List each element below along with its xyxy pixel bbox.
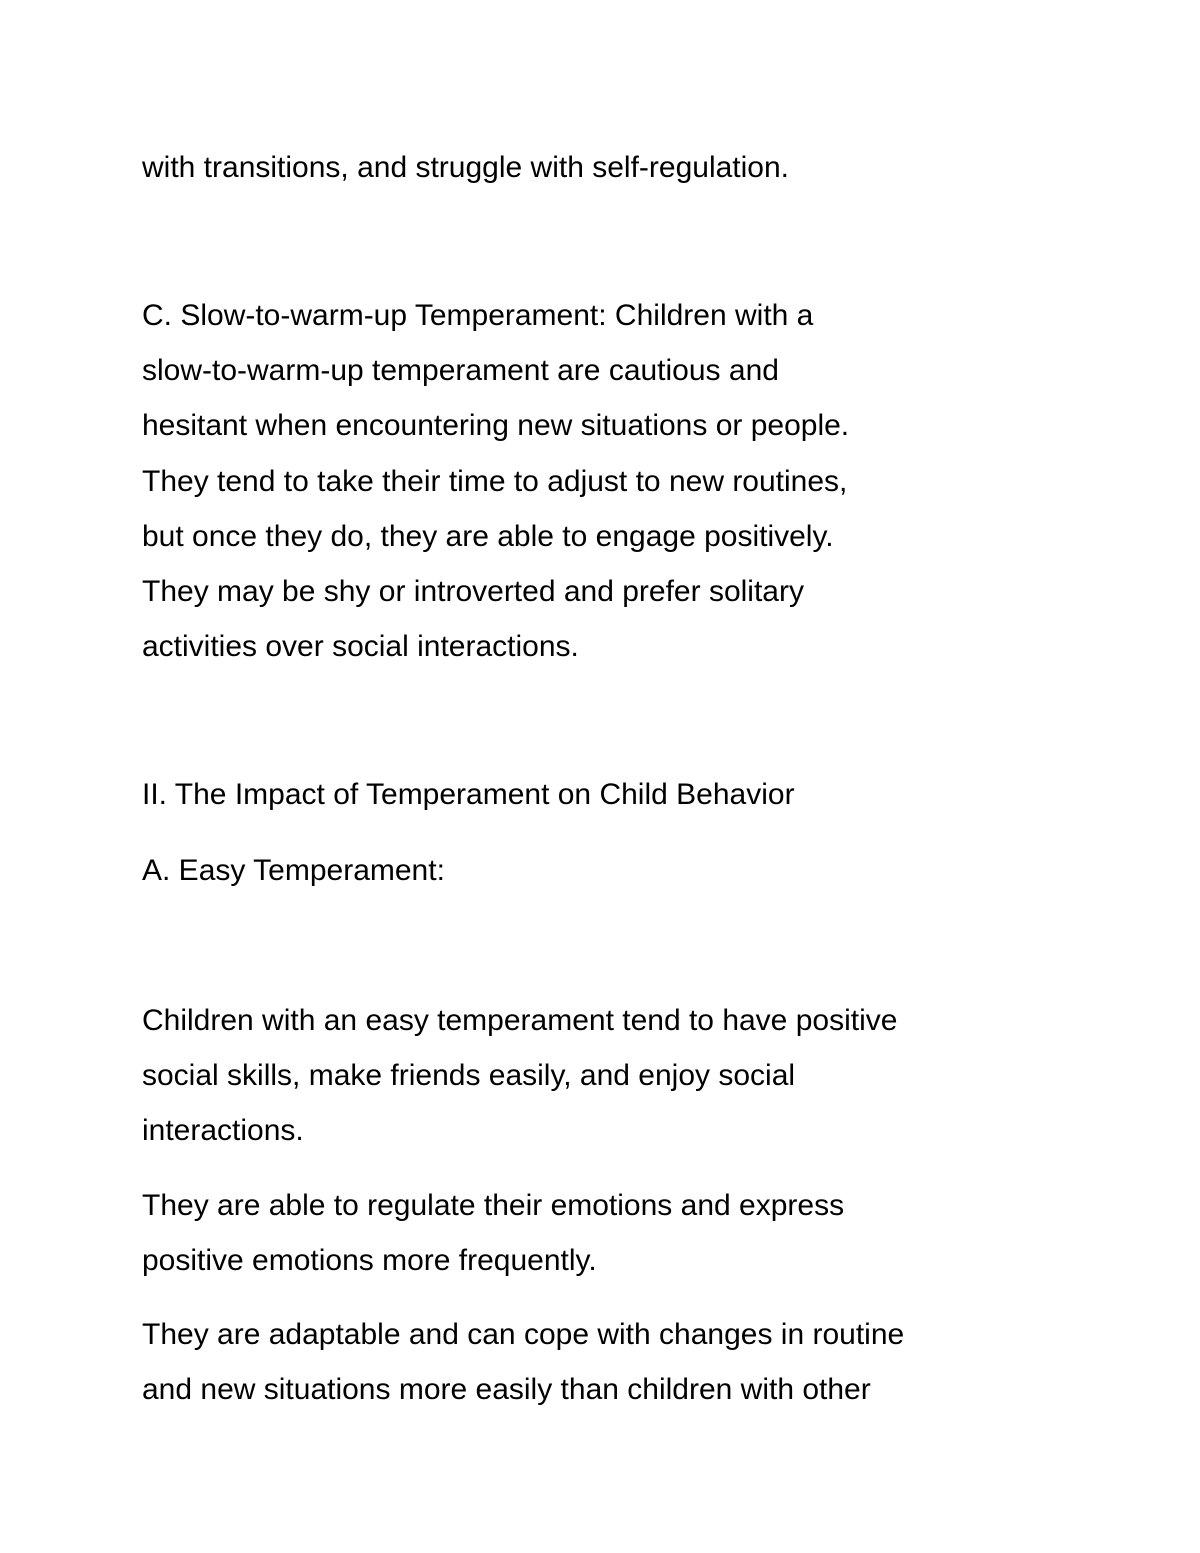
paragraph-line: positive emotions more frequently. [142,1244,597,1277]
paragraph-line: interactions. [142,1114,304,1147]
paragraph-line: and new situations more easily than children with other [142,1373,871,1406]
section-ii-heading: II. The Impact of Temperament on Child Behavior [142,778,795,811]
paragraph-line: They are able to regulate their emotions and express [142,1189,845,1222]
section-c-heading-line: C. Slow-to-warm-up Temperament: Children with a [142,299,814,332]
paragraph-line: social skills, make friends easily, and enjoy social [142,1059,796,1092]
paragraph-line: They are adaptable and can cope with changes in routine [142,1318,905,1351]
paragraph-line: hesitant when encountering new situations or people. [142,409,850,442]
paragraph-line: activities over social interactions. [142,630,579,663]
paragraph-line: Children with an easy temperament tend to have positive [142,1004,898,1037]
paragraph-line: slow-to-warm-up temperament are cautious and [142,354,779,387]
paragraph-line: They may be shy or introverted and prefer solitary [142,575,804,608]
paragraph-line: but once they do, they are able to engage positively. [142,520,834,553]
subsection-a-heading: A. Easy Temperament: [142,854,445,887]
paragraph-line: with transitions, and struggle with self-regulation. [142,151,789,184]
paragraph-line: They tend to take their time to adjust to new routines, [142,465,848,498]
